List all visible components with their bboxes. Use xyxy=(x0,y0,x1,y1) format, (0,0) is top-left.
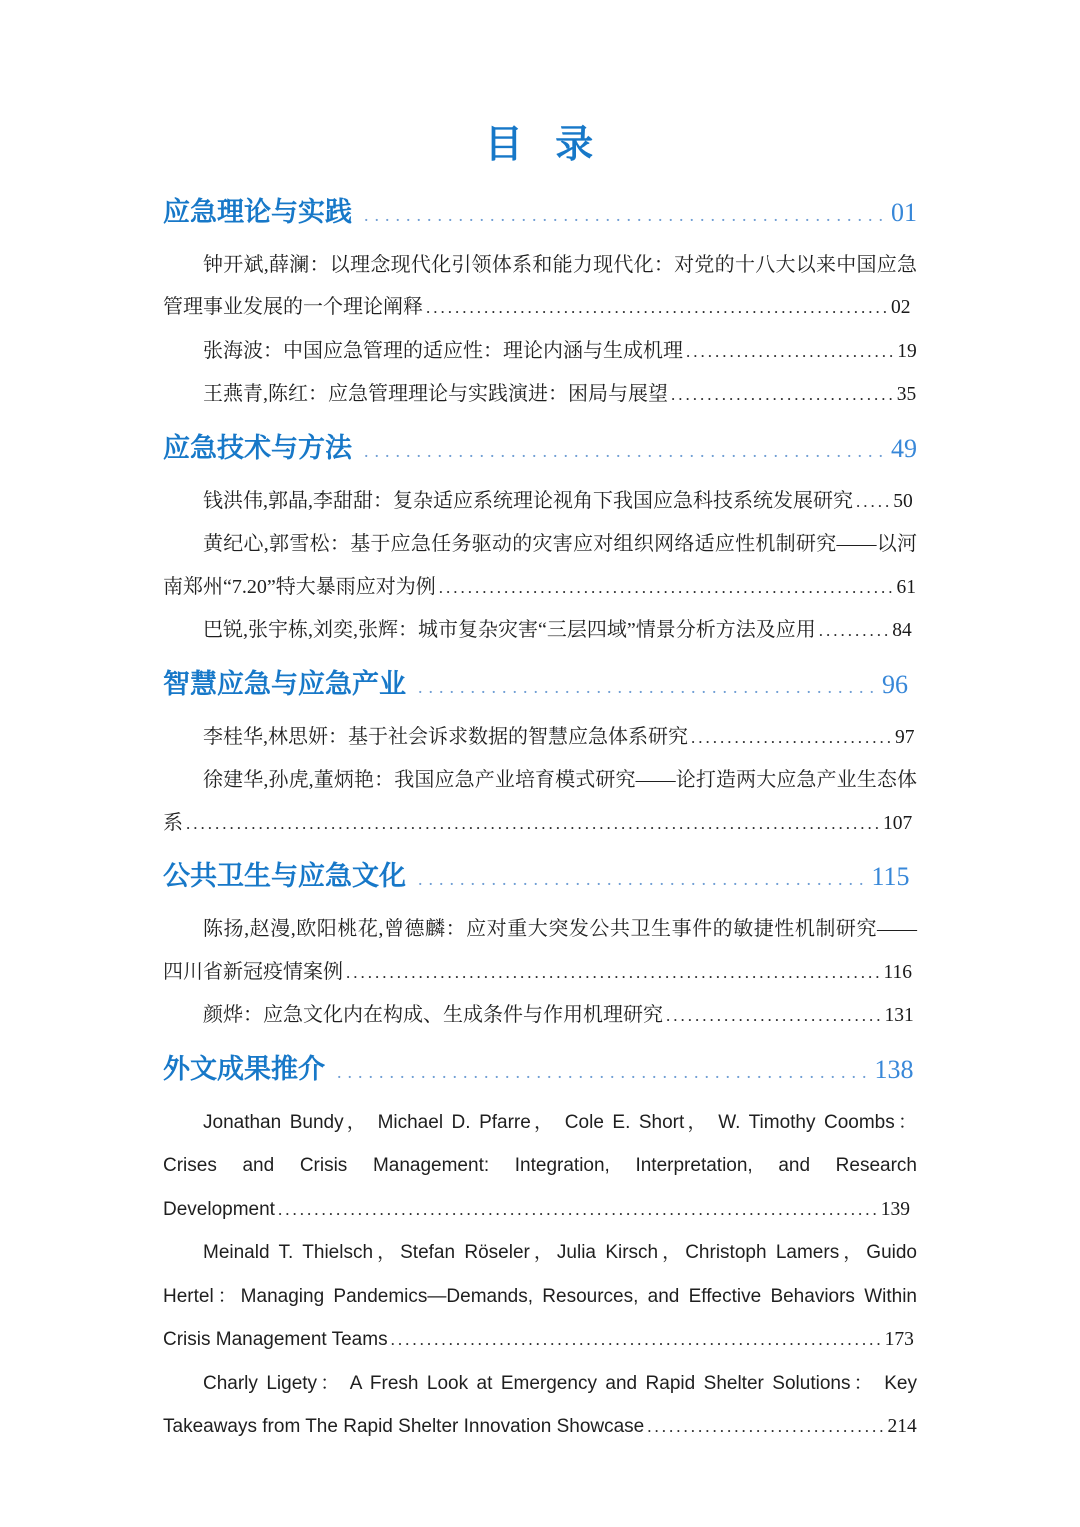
toc-entry xyxy=(163,523,917,609)
entry-text: 颜烨：应急文化内在构成、生成条件与作用机理研究 xyxy=(203,1004,663,1026)
entry-text: 徐建华,孙虎,董炳艳：我国应急产业培育模式研究——论打造两大应急产业生态体系 xyxy=(163,769,917,834)
entry-text: 张海波：中国应急管理的适应性：理论内涵与生成机理 xyxy=(203,339,683,362)
toc-entry xyxy=(163,759,917,845)
toc-section xyxy=(163,190,917,417)
entry-page-number: 02 xyxy=(891,297,911,318)
toc-section-heading xyxy=(163,854,917,903)
dot-leader: ................................. xyxy=(647,1417,887,1436)
entry-text: 钱洪伟,郭晶,李甜甜：复杂适应系统理论视角下我国应急科技系统发展研究 xyxy=(203,489,853,512)
entry-page-number: 173 xyxy=(884,1329,914,1350)
toc-section xyxy=(163,1047,917,1449)
section-page-number: 49 xyxy=(891,433,917,463)
dot-leader: ............................. xyxy=(686,341,897,361)
entry-page-number: 61 xyxy=(896,576,917,598)
entry-text: 李桂华,林思妍：基于社会诉求数据的智慧应急体系研究 xyxy=(203,725,688,748)
toc-entry xyxy=(163,244,917,330)
dot-leader: ............................................ xyxy=(418,676,880,697)
entry-page-number: 19 xyxy=(897,340,917,362)
toc-entry xyxy=(163,1362,917,1449)
entry-text: Jonathan Bundy， Michael D. Pfarre， Cole E. Short， W. Timothy Coombs： Crises and Crisis Management: Integration, Interpretation, and Research Development xyxy=(163,1111,917,1220)
toc-entry xyxy=(163,609,917,653)
dot-leader: ................................................................ xyxy=(426,298,890,317)
toc-entry xyxy=(163,908,917,994)
section-title: 应急技术与方法 xyxy=(163,432,352,463)
entry-text: Charly Ligety： A Fresh Look at Emergency and Rapid Shelter Solutions： Key Takeaways from The Rapid Shelter Innovation Showcase xyxy=(163,1372,917,1437)
entry-page-number: 35 xyxy=(896,384,917,405)
toc-entry xyxy=(163,716,917,760)
entry-text: 王燕青,陈红：应急管理理论与实践演进：困局与展望 xyxy=(203,383,668,405)
toc-list xyxy=(163,190,917,1449)
dot-leader: .................................................................... xyxy=(390,1330,884,1349)
dot-leader: .................................................. xyxy=(364,440,889,461)
entry-page-number: 84 xyxy=(892,620,912,641)
entry-text: 钟开斌,薛澜：以理念现代化引领体系和能力现代化：对党的十八大以来中国应急管理事业发展的一个理论阐释 xyxy=(163,253,917,318)
section-title: 应急理论与实践 xyxy=(163,196,352,227)
dot-leader: ................................................... xyxy=(337,1061,873,1082)
dot-leader: ................................................................................................ xyxy=(186,813,882,833)
section-title: 外文成果推介 xyxy=(163,1053,325,1084)
dot-leader: ........................................... xyxy=(418,869,870,889)
toc-entry xyxy=(163,373,917,417)
section-title: 智慧应急与应急产业 xyxy=(163,668,406,699)
toc-section xyxy=(163,426,917,653)
dot-leader: ................................................................................... xyxy=(277,1199,880,1219)
toc-section xyxy=(163,662,917,846)
toc-entry xyxy=(163,330,917,374)
dot-leader: .............................. xyxy=(666,1006,884,1025)
entry-page-number: 107 xyxy=(883,812,913,834)
toc-entry xyxy=(163,480,917,524)
toc-section xyxy=(163,854,917,1038)
dot-leader: ..... xyxy=(856,491,893,511)
entry-page-number: 139 xyxy=(880,1198,910,1220)
entry-text: 巴锐,张宇栋,刘奕,张辉：城市复杂灾害“三层四域”情景分析方法及应用 xyxy=(203,619,816,641)
toc-entry xyxy=(163,1101,917,1232)
dot-leader: ............................ xyxy=(691,727,894,747)
entry-text: 黄纪心,郭雪松：基于应急任务驱动的灾害应对组织网络适应性机制研究——以河南郑州“7.20”特大暴雨应对为例 xyxy=(163,533,917,598)
section-page-number: 138 xyxy=(874,1054,914,1084)
section-title: 公共卫生与应急文化 xyxy=(163,861,406,891)
entry-page-number: 116 xyxy=(883,961,913,983)
entry-text: 陈扬,赵漫,欧阳桃花,曾德麟：应对重大突发公共卫生事件的敏捷性机制研究——四川省新冠疫情案例 xyxy=(163,918,917,983)
entry-page-number: 214 xyxy=(887,1416,917,1437)
toc-section-heading xyxy=(163,190,917,239)
toc-entry xyxy=(163,994,917,1038)
toc-section-heading xyxy=(163,426,917,475)
dot-leader: ............................... xyxy=(671,385,896,404)
section-page-number: 115 xyxy=(871,862,910,891)
page-title: 目 录 xyxy=(484,124,596,166)
section-page-number: 96 xyxy=(882,669,908,699)
toc-section-heading xyxy=(163,662,917,711)
toc-entry xyxy=(163,1231,917,1362)
entry-page-number: 131 xyxy=(884,1005,914,1026)
dot-leader: ............................................................... xyxy=(438,577,896,597)
entry-text: Meinald T. Thielsch，Stefan Röseler，Julia Kirsch，Christoph Lamers，Guido Hertel：Managing Pandemics—Demands, Resources, and Effective Behaviors Within Crisis Management Teams xyxy=(163,1242,917,1350)
entry-page-number: 50 xyxy=(893,490,913,512)
entry-page-number: 97 xyxy=(895,726,915,748)
dot-leader: .................................................. xyxy=(364,204,889,225)
section-page-number: 01 xyxy=(891,197,917,227)
dot-leader: .......................................................................... xyxy=(346,962,883,982)
toc-section-heading xyxy=(163,1047,917,1096)
dot-leader: .......... xyxy=(818,621,892,640)
